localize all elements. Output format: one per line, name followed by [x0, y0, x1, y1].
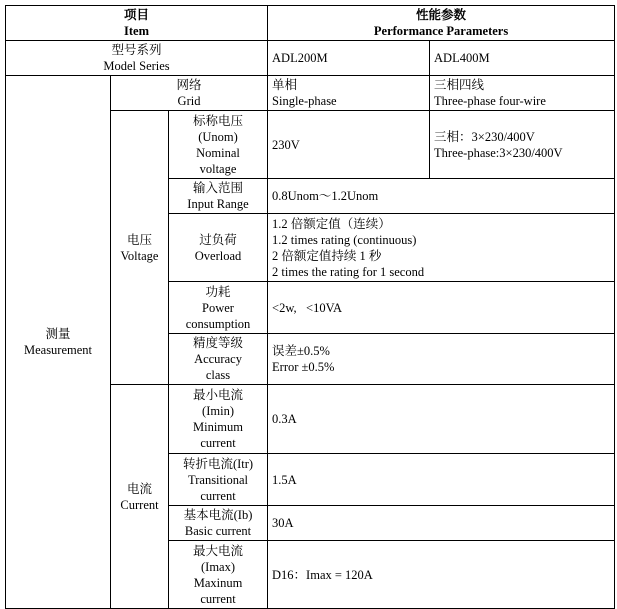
- accuracy-class-value: [268, 334, 615, 385]
- transitional-current-value: 1.5A: [268, 454, 615, 506]
- grid-label: [111, 76, 268, 111]
- performance-parameters-table: [5, 5, 615, 609]
- current-en: Current: [120, 497, 159, 512]
- grid-adl200-value: [268, 76, 430, 111]
- model-series-en: Model Series: [103, 59, 170, 73]
- maximum-l4: current: [200, 591, 236, 606]
- grid-adl400-cn: 三相四线: [434, 78, 485, 92]
- transitional-current-label: [169, 454, 268, 506]
- nominal-voltage-label: [169, 111, 268, 179]
- grid-adl400-value: [430, 76, 615, 111]
- current-cn: 电流: [126, 481, 152, 496]
- minimum-l1: 最小电流: [193, 388, 244, 402]
- grid-adl200-cn: 单相: [272, 78, 298, 92]
- nominal-voltage-l3: Nominal: [196, 145, 240, 160]
- transitional-l3: current: [200, 488, 236, 503]
- input-range-label: [169, 179, 268, 214]
- power-consumption-label: [169, 282, 268, 334]
- maximum-current-label: [169, 541, 268, 609]
- grid-adl200-en: Single-phase: [272, 94, 337, 108]
- model-series-row: [6, 41, 615, 76]
- minimum-current-label: [169, 385, 268, 454]
- input-range-cn: 输入范围: [193, 181, 244, 195]
- grid-adl400-en: Three-phase four-wire: [434, 94, 546, 108]
- basic-l1: 基本电流(Ib): [183, 508, 253, 522]
- minimum-l4: current: [200, 436, 236, 450]
- input-range-value: 0.8Unom～1.2Unom: [268, 179, 615, 214]
- measurement-label: [6, 76, 111, 609]
- minimum-l3: Minimum: [193, 420, 244, 434]
- overload-v4: 2 times the rating for 1 second: [272, 264, 425, 279]
- nominal-voltage-adl400-l2: Three-phase:3×230/400V: [434, 145, 563, 160]
- accuracy-l3: class: [205, 368, 231, 382]
- input-range-en: Input Range: [187, 197, 249, 211]
- minimum-l2: (Imin): [202, 404, 234, 418]
- performance-header-cn: 性能参数: [416, 8, 467, 22]
- current-label: [111, 385, 169, 609]
- item-header-en: Item: [124, 24, 150, 38]
- power-consumption-value: <2w, <10VA: [268, 282, 615, 334]
- overload-v3: 2 倍额定值持续 1 秒: [272, 248, 382, 263]
- overload-v1: 1.2 倍额定值（连续）: [272, 216, 391, 231]
- minimum-current-value: 0.3A: [268, 385, 615, 454]
- adl400m-cell: ADL400M: [430, 41, 615, 76]
- nominal-voltage-adl400: [430, 111, 615, 179]
- maximum-l2: (Imax): [201, 559, 236, 574]
- voltage-en: Voltage: [120, 248, 159, 263]
- basic-current-label: [169, 506, 268, 541]
- transitional-l1: 转折电流(Itr): [182, 456, 254, 471]
- nominal-voltage-adl400-l1: 三相：3×230/400V: [434, 129, 535, 144]
- voltage-label: [111, 111, 169, 385]
- accuracy-v1: 误差±0.5%: [272, 344, 330, 358]
- grid-row: [6, 76, 615, 111]
- overload-label: [169, 214, 268, 282]
- nominal-voltage-l2: (Unom): [198, 129, 238, 144]
- grid-cn: 网络: [176, 78, 202, 92]
- nominal-voltage-l4: voltage: [199, 161, 237, 176]
- item-header-cell: [6, 6, 268, 41]
- measurement-cn: 测量: [45, 327, 71, 341]
- power-l2: Power: [202, 300, 234, 315]
- power-l1: 功耗: [205, 284, 231, 299]
- voltage-cn: 电压: [126, 232, 152, 247]
- accuracy-l2: Accuracy: [194, 352, 242, 366]
- adl200m-cell: ADL200M: [268, 41, 430, 76]
- measurement-en: Measurement: [23, 343, 93, 357]
- accuracy-l1: 精度等级: [193, 336, 244, 350]
- model-series-cn: 型号系列: [111, 43, 162, 57]
- nominal-voltage-adl200: 230V: [268, 111, 430, 179]
- header-row: [6, 6, 615, 41]
- overload-value: [268, 214, 615, 282]
- accuracy-v2: Error ±0.5%: [272, 360, 335, 374]
- model-series-label: [6, 41, 268, 76]
- overload-cn: 过负荷: [199, 232, 237, 247]
- maximum-l1: 最大电流: [193, 543, 244, 558]
- item-header-cn: 项目: [124, 8, 150, 22]
- basic-l2: Basic current: [184, 524, 252, 538]
- overload-v2: 1.2 times rating (continuous): [272, 232, 417, 247]
- grid-en: Grid: [177, 94, 201, 108]
- nominal-voltage-l1: 标称电压: [193, 113, 244, 128]
- power-l3: consumption: [185, 316, 251, 331]
- overload-en: Overload: [194, 248, 242, 263]
- maximum-l3: Maxinum: [193, 575, 243, 590]
- basic-current-value: 30A: [268, 506, 615, 541]
- maximum-current-value: D16：Imax = 120A: [268, 541, 615, 609]
- accuracy-class-label: [169, 334, 268, 385]
- performance-header-cell: [268, 6, 615, 41]
- performance-header-en: Performance Parameters: [373, 24, 509, 38]
- transitional-l2: Transitional: [188, 472, 248, 487]
